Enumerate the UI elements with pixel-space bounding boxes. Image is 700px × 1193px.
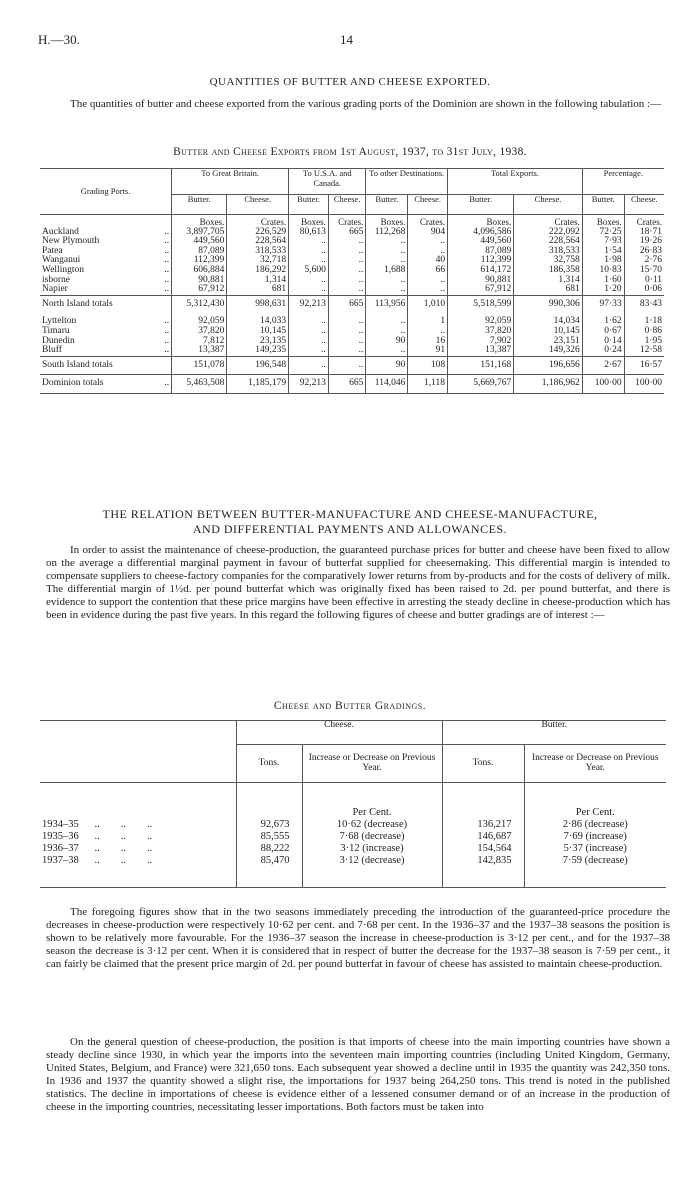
table-row	[40, 313, 664, 327]
table-cell: ..	[289, 247, 329, 257]
cheese-header: Cheese.	[514, 195, 582, 215]
table-cell: 1	[408, 313, 448, 327]
table-cell: 149,326	[514, 346, 582, 356]
table-cell: 228,564	[514, 237, 582, 247]
port-name: Auckland	[42, 226, 79, 237]
port-name: isborne	[42, 274, 70, 285]
table-cell: 90	[366, 356, 408, 375]
table-cell: 26·83	[624, 247, 664, 257]
port-name: Patea	[42, 245, 63, 256]
table-cell: ..	[366, 327, 408, 337]
table-cell: 186,358	[514, 266, 582, 276]
leader-dots: ..	[161, 327, 171, 337]
table-cell: 1,314	[227, 276, 289, 286]
other-destinations-header: To other Destinations.	[366, 169, 448, 195]
table-cell: ..	[366, 346, 408, 356]
table-row	[40, 819, 666, 831]
table-cell: 16	[408, 337, 448, 347]
table-cell: ..	[328, 356, 366, 375]
butter-tons-header: Tons.	[442, 745, 524, 783]
leader-dots: ..	[161, 375, 171, 394]
table-cell: ..	[328, 247, 366, 257]
butter-change: 2·86 (decrease)	[524, 819, 666, 831]
table-cell: 196,548	[227, 356, 289, 375]
table-cell: 92,059	[172, 313, 227, 327]
table-cell: ..	[328, 237, 366, 247]
table-cell: 222,092	[514, 228, 582, 238]
table-cell: 1·95	[624, 337, 664, 347]
table-cell: 1,185,179	[227, 375, 289, 394]
port-name: Bluff	[42, 345, 62, 356]
table-cell: 998,631	[227, 295, 289, 313]
table-cell: ..	[328, 276, 366, 286]
table-cell: ..	[289, 256, 329, 266]
table-cell: 318,533	[227, 247, 289, 257]
leader-dots: ..	[161, 247, 171, 257]
table-cell: 7,812	[172, 337, 227, 347]
table-cell: 92,213	[289, 375, 329, 394]
table-cell: 0·06	[624, 285, 664, 295]
table-cell: ..	[408, 276, 448, 286]
table-cell: 83·43	[624, 295, 664, 313]
gradings-table-caption: Cheese and Butter Gradings.	[273, 700, 427, 712]
port-name: Lyttelton	[42, 316, 77, 327]
leader-dots: ..	[161, 285, 171, 295]
cheese-change: 7·68 (decrease)	[302, 831, 442, 843]
port-name: North Island totals	[40, 295, 161, 313]
table-cell: 112,268	[366, 228, 408, 238]
table-cell: 4,096,586	[448, 228, 514, 238]
table-cell: ..	[289, 327, 329, 337]
table-cell	[161, 215, 171, 228]
table-cell: 87,089	[172, 247, 227, 257]
leader-dots: ..	[161, 228, 171, 238]
cheese-tons: 85,555	[236, 831, 302, 843]
port-name: Timaru	[42, 325, 70, 336]
butter-group-header: Butter.	[442, 721, 666, 745]
north-island-totals-row	[40, 295, 664, 313]
table-cell: 100·00	[582, 375, 624, 394]
relation-paragraph: In order to assist the maintenance of cheese-production, the guaranteed purchase prices for butter and cheese have been fixed to allow on the average a differential marginal payment in favour of butterfat supplied for cheesemaking. This differential margin is intended to compensate suppliers to cheese-factory companies for the comparatively lower returns from by-products and for the costs of delivery of milk. The differential margin of 1½d. per pound butterfat which was originally fixed has been raised to 2d. per pound butterfat, and there is evidence to support the contention that these price margins have been effective in arresting the steady decline in cheese-production which has been in evidence during the past five years. In this regard the following figures of cheese and butter gradings are of interest :—	[46, 544, 670, 621]
table-cell: 5,518,599	[448, 295, 514, 313]
page-number: 14	[340, 32, 353, 47]
table-cell: 1·20	[582, 285, 624, 295]
table-row	[40, 855, 666, 888]
table-cell: ..	[408, 285, 448, 295]
table-cell: 318,533	[514, 247, 582, 257]
table-cell: 7·93	[582, 237, 624, 247]
table-cell: 16·57	[624, 356, 664, 375]
cheese-tons: 85,470	[236, 855, 302, 888]
table-cell: 5,463,508	[172, 375, 227, 394]
table-cell: 91	[408, 346, 448, 356]
leader-dots: ..	[161, 313, 171, 327]
table-cell: ..	[366, 247, 408, 257]
dominion-totals-row	[40, 375, 664, 394]
butter-change: 7·59 (decrease)	[524, 855, 666, 888]
table-cell: ..	[366, 276, 408, 286]
port-name: Wellington	[42, 264, 84, 275]
season: 1934–35 .. .. ..	[40, 819, 236, 831]
table-cell: 112,399	[448, 256, 514, 266]
leader-dots: ..	[161, 266, 171, 276]
cheese-header: Cheese.	[624, 195, 664, 215]
exports-table-body	[40, 215, 664, 394]
cheese-change-header: Increase or Decrease on Previous Year.	[302, 745, 442, 783]
table-cell: 5,600	[289, 266, 329, 276]
table-cell: ..	[408, 327, 448, 337]
table-cell: 614,172	[448, 266, 514, 276]
total-exports-header: Total Exports.	[448, 169, 583, 195]
table-cell: 1·98	[582, 256, 624, 266]
leader-dots: ..	[161, 337, 171, 347]
leader-dots	[161, 295, 171, 313]
unit-label: Crates.	[624, 215, 664, 228]
unit-label: Crates.	[328, 215, 366, 228]
table-row	[40, 843, 666, 855]
table-cell: ..	[289, 337, 329, 347]
table-cell: 1,314	[514, 276, 582, 286]
cheese-change: 10·62 (decrease)	[302, 819, 442, 831]
butter-tons: 142,835	[442, 855, 524, 888]
exports-table	[40, 168, 664, 394]
butter-header: Butter.	[366, 195, 408, 215]
table-cell: 40	[408, 256, 448, 266]
table-cell: 681	[227, 285, 289, 295]
table-cell: 13,387	[448, 346, 514, 356]
table-cell: 5,312,430	[172, 295, 227, 313]
table-cell: 13,387	[172, 346, 227, 356]
table-cell: 114,046	[366, 375, 408, 394]
table-cell: 1·54	[582, 247, 624, 257]
table-cell: 3,897,705	[172, 228, 227, 238]
gradings-table-body	[40, 783, 666, 888]
units-row	[40, 783, 666, 820]
unit-label: Boxes.	[448, 215, 514, 228]
table-cell: 1,010	[408, 295, 448, 313]
table-cell: 113,956	[366, 295, 408, 313]
units-row	[40, 215, 664, 228]
section-title-exports: QUANTITIES OF BUTTER AND CHEESE EXPORTED.	[209, 76, 491, 88]
cheese-tons-header: Tons.	[236, 745, 302, 783]
table-row	[40, 346, 664, 356]
butter-change: 7·69 (increase)	[524, 831, 666, 843]
unit-label: Boxes.	[366, 215, 408, 228]
port-name: Dunedin	[42, 335, 75, 346]
unit-label: Boxes.	[289, 215, 329, 228]
cheese-tons: 88,222	[236, 843, 302, 855]
report-code: H.—30.	[38, 32, 80, 47]
table-cell: ..	[366, 313, 408, 327]
table-cell: 186,292	[227, 266, 289, 276]
table-cell: 990,306	[514, 295, 582, 313]
table-cell: ..	[328, 256, 366, 266]
table-cell: ..	[366, 256, 408, 266]
table-cell: ..	[328, 337, 366, 347]
table-cell: 228,564	[227, 237, 289, 247]
cheese-header: Cheese.	[328, 195, 366, 215]
section-title-relation-line2: AND DIFFERENTIAL PAYMENTS AND ALLOWANCES.	[192, 522, 508, 536]
table-cell: 80,613	[289, 228, 329, 238]
table-cell: 151,168	[448, 356, 514, 375]
table-cell: ..	[289, 285, 329, 295]
table-cell: 23,151	[514, 337, 582, 347]
table-cell: 449,560	[172, 237, 227, 247]
unit-label: Crates.	[514, 215, 582, 228]
table-cell: 0·67	[582, 327, 624, 337]
unit-label: Per Cent.	[302, 783, 442, 820]
table-cell: 665	[328, 375, 366, 394]
table-cell: 108	[408, 356, 448, 375]
exports-table-caption: Butter and Cheese Exports from 1st August, 1937, to 31st July, 1938.	[173, 146, 527, 158]
south-island-totals-row	[40, 356, 664, 375]
cheese-change: 3·12 (decrease)	[302, 855, 442, 888]
table-cell: 0·14	[582, 337, 624, 347]
unit-label: Per Cent.	[524, 783, 666, 820]
table-cell: 97·33	[582, 295, 624, 313]
leader-dots: ..	[161, 256, 171, 266]
table-cell: 32,718	[227, 256, 289, 266]
table-cell: 449,560	[448, 237, 514, 247]
cheese-change: 3·12 (increase)	[302, 843, 442, 855]
table-cell: 1,186,962	[514, 375, 582, 394]
table-cell: 90,881	[172, 276, 227, 286]
butter-change: 5·37 (increase)	[524, 843, 666, 855]
table-cell: ..	[328, 285, 366, 295]
table-cell: 32,758	[514, 256, 582, 266]
table-cell: 665	[328, 228, 366, 238]
butter-tons: 136,217	[442, 819, 524, 831]
cheese-production-paragraph: On the general question of cheese-production, the position is that imports of cheese into the main importing countries have shown a steady decline since 1930, in which year the imports into the seventeen main importing countries (including United Kingdom, Germany, United States, Belgium, and France) were 321,650 tons. Each subsequent year showed a decline until in 1935 the quantity was 242,350 tons. In 1936 and 1937 the quantity showed a slight rise, the importations for 1937 being 264,250 tons. This trend is noted in the published statistics. The decline in importations of cheese is evidence either of a lessened consumer demand or of an increase in the production of cheese in the importing countries, necessitating lesser importations. Both factors must be taken into	[46, 1036, 670, 1113]
table-cell: 10,145	[514, 327, 582, 337]
table-cell: ..	[289, 356, 329, 375]
table-cell: ..	[289, 276, 329, 286]
season: 1937–38 .. .. ..	[40, 855, 236, 888]
table-cell: 90	[366, 337, 408, 347]
table-cell: 1,688	[366, 266, 408, 276]
season: 1935–36 .. .. ..	[40, 831, 236, 843]
table-cell: 112,399	[172, 256, 227, 266]
butter-header: Butter.	[448, 195, 514, 215]
table-cell: 1·62	[582, 313, 624, 327]
table-cell	[40, 215, 161, 228]
cheese-group-header: Cheese.	[236, 721, 442, 745]
unit-label: Boxes.	[582, 215, 624, 228]
table-cell: 18·71	[624, 228, 664, 238]
table-cell: ..	[328, 313, 366, 327]
table-cell	[40, 783, 236, 820]
table-cell: 606,884	[172, 266, 227, 276]
cheese-header: Cheese.	[408, 195, 448, 215]
butter-header: Butter.	[172, 195, 227, 215]
leader-dots: ..	[161, 237, 171, 247]
leader-dots	[161, 356, 171, 375]
table-cell: 681	[514, 285, 582, 295]
table-cell: 1·18	[624, 313, 664, 327]
table-cell: 149,235	[227, 346, 289, 356]
table-cell: 67,912	[172, 285, 227, 295]
foregoing-paragraph: The foregoing figures show that in the two seasons immediately preceding the introduction of the guaranteed-price procedure the decreases in cheese-production were respectively 10·62 per cent. and 7·68 per cent. In the 1936–37 and the 1937–38 seasons the position is shown to be relatively more favourable. For the 1936–37 season the increase in cheese-production is 3·12 per cent., and for the 1937–38 season the decrease is 3·12 per cent. When it is considered that in respect of butter the decrease for the 1937–38 season is 7·59 per cent., it can fairly be claimed that the present price margin of 2d. per pound butterfat in favour of cheese has assisted to maintain cheese-production.	[46, 906, 670, 970]
table-cell: 151,078	[172, 356, 227, 375]
port-name: Wanganui	[42, 255, 81, 266]
table-cell: ..	[289, 237, 329, 247]
table-cell: 19·26	[624, 237, 664, 247]
table-cell: ..	[366, 237, 408, 247]
table-cell: 92,213	[289, 295, 329, 313]
gradings-table	[40, 720, 666, 888]
table-cell	[442, 783, 524, 820]
table-cell: ..	[328, 346, 366, 356]
table-cell: 23,135	[227, 337, 289, 347]
section-title-relation-line1: THE RELATION BETWEEN BUTTER-MANUFACTURE AND CHEESE-MANUFACTURE,	[102, 507, 598, 521]
grading-ports-header: Grading Ports.	[40, 169, 172, 215]
table-cell: 67,912	[448, 285, 514, 295]
table-cell: ..	[328, 266, 366, 276]
table-cell	[236, 783, 302, 820]
unit-label: Crates.	[227, 215, 289, 228]
season: 1936–37 .. .. ..	[40, 843, 236, 855]
butter-change-header: Increase or Decrease on Previous Year.	[524, 745, 666, 783]
percentage-header: Percentage.	[582, 169, 664, 195]
table-cell: 904	[408, 228, 448, 238]
usa-canada-header: To U.S.A. and Canada.	[289, 169, 366, 195]
table-cell: 1·60	[582, 276, 624, 286]
great-britain-header: To Great Britain.	[172, 169, 289, 195]
cheese-header: Cheese.	[227, 195, 289, 215]
table-cell: ..	[366, 285, 408, 295]
leader-dots: ..	[161, 346, 171, 356]
table-cell: 37,820	[172, 327, 227, 337]
port-name: Dominion totals	[40, 375, 161, 394]
unit-label: Boxes.	[172, 215, 227, 228]
table-cell: 92,059	[448, 313, 514, 327]
butter-tons: 146,687	[442, 831, 524, 843]
butter-header: Butter.	[289, 195, 329, 215]
table-cell: ..	[289, 313, 329, 327]
port-name: South Island totals	[40, 356, 161, 375]
table-cell: 7,902	[448, 337, 514, 347]
table-cell: 66	[408, 266, 448, 276]
table-cell: 72·25	[582, 228, 624, 238]
cheese-tons: 92,673	[236, 819, 302, 831]
table-cell: 2·76	[624, 256, 664, 266]
table-cell: 665	[328, 295, 366, 313]
leader-dots: ..	[161, 276, 171, 286]
table-cell: ..	[408, 237, 448, 247]
table-cell: 0·11	[624, 276, 664, 286]
table-cell: 14,034	[514, 313, 582, 327]
table-cell: 15·70	[624, 266, 664, 276]
table-cell: 196,656	[514, 356, 582, 375]
butter-header: Butter.	[582, 195, 624, 215]
table-cell: 2·67	[582, 356, 624, 375]
table-cell: 10·83	[582, 266, 624, 276]
table-cell: 0·86	[624, 327, 664, 337]
exports-intro-paragraph: The quantities of butter and cheese exported from the various grading ports of the Dominion are shown in the following tabulation :—	[70, 98, 662, 110]
table-cell: ..	[408, 247, 448, 257]
table-cell: 5,669,767	[448, 375, 514, 394]
unit-label: Crates.	[408, 215, 448, 228]
table-cell: 90,881	[448, 276, 514, 286]
table-cell: 226,529	[227, 228, 289, 238]
table-cell: 100·00	[624, 375, 664, 394]
port-name: Napier	[42, 284, 68, 295]
table-cell: 37,820	[448, 327, 514, 337]
table-cell: ..	[289, 346, 329, 356]
table-cell: 12·58	[624, 346, 664, 356]
port-name: New Plymouth	[42, 236, 100, 247]
table-cell: 0·24	[582, 346, 624, 356]
table-row	[40, 831, 666, 843]
table-cell: 14,033	[227, 313, 289, 327]
table-cell: 87,089	[448, 247, 514, 257]
table-row	[40, 285, 664, 295]
table-cell: 1,118	[408, 375, 448, 394]
table-cell: ..	[328, 327, 366, 337]
butter-tons: 154,564	[442, 843, 524, 855]
table-cell: 10,145	[227, 327, 289, 337]
